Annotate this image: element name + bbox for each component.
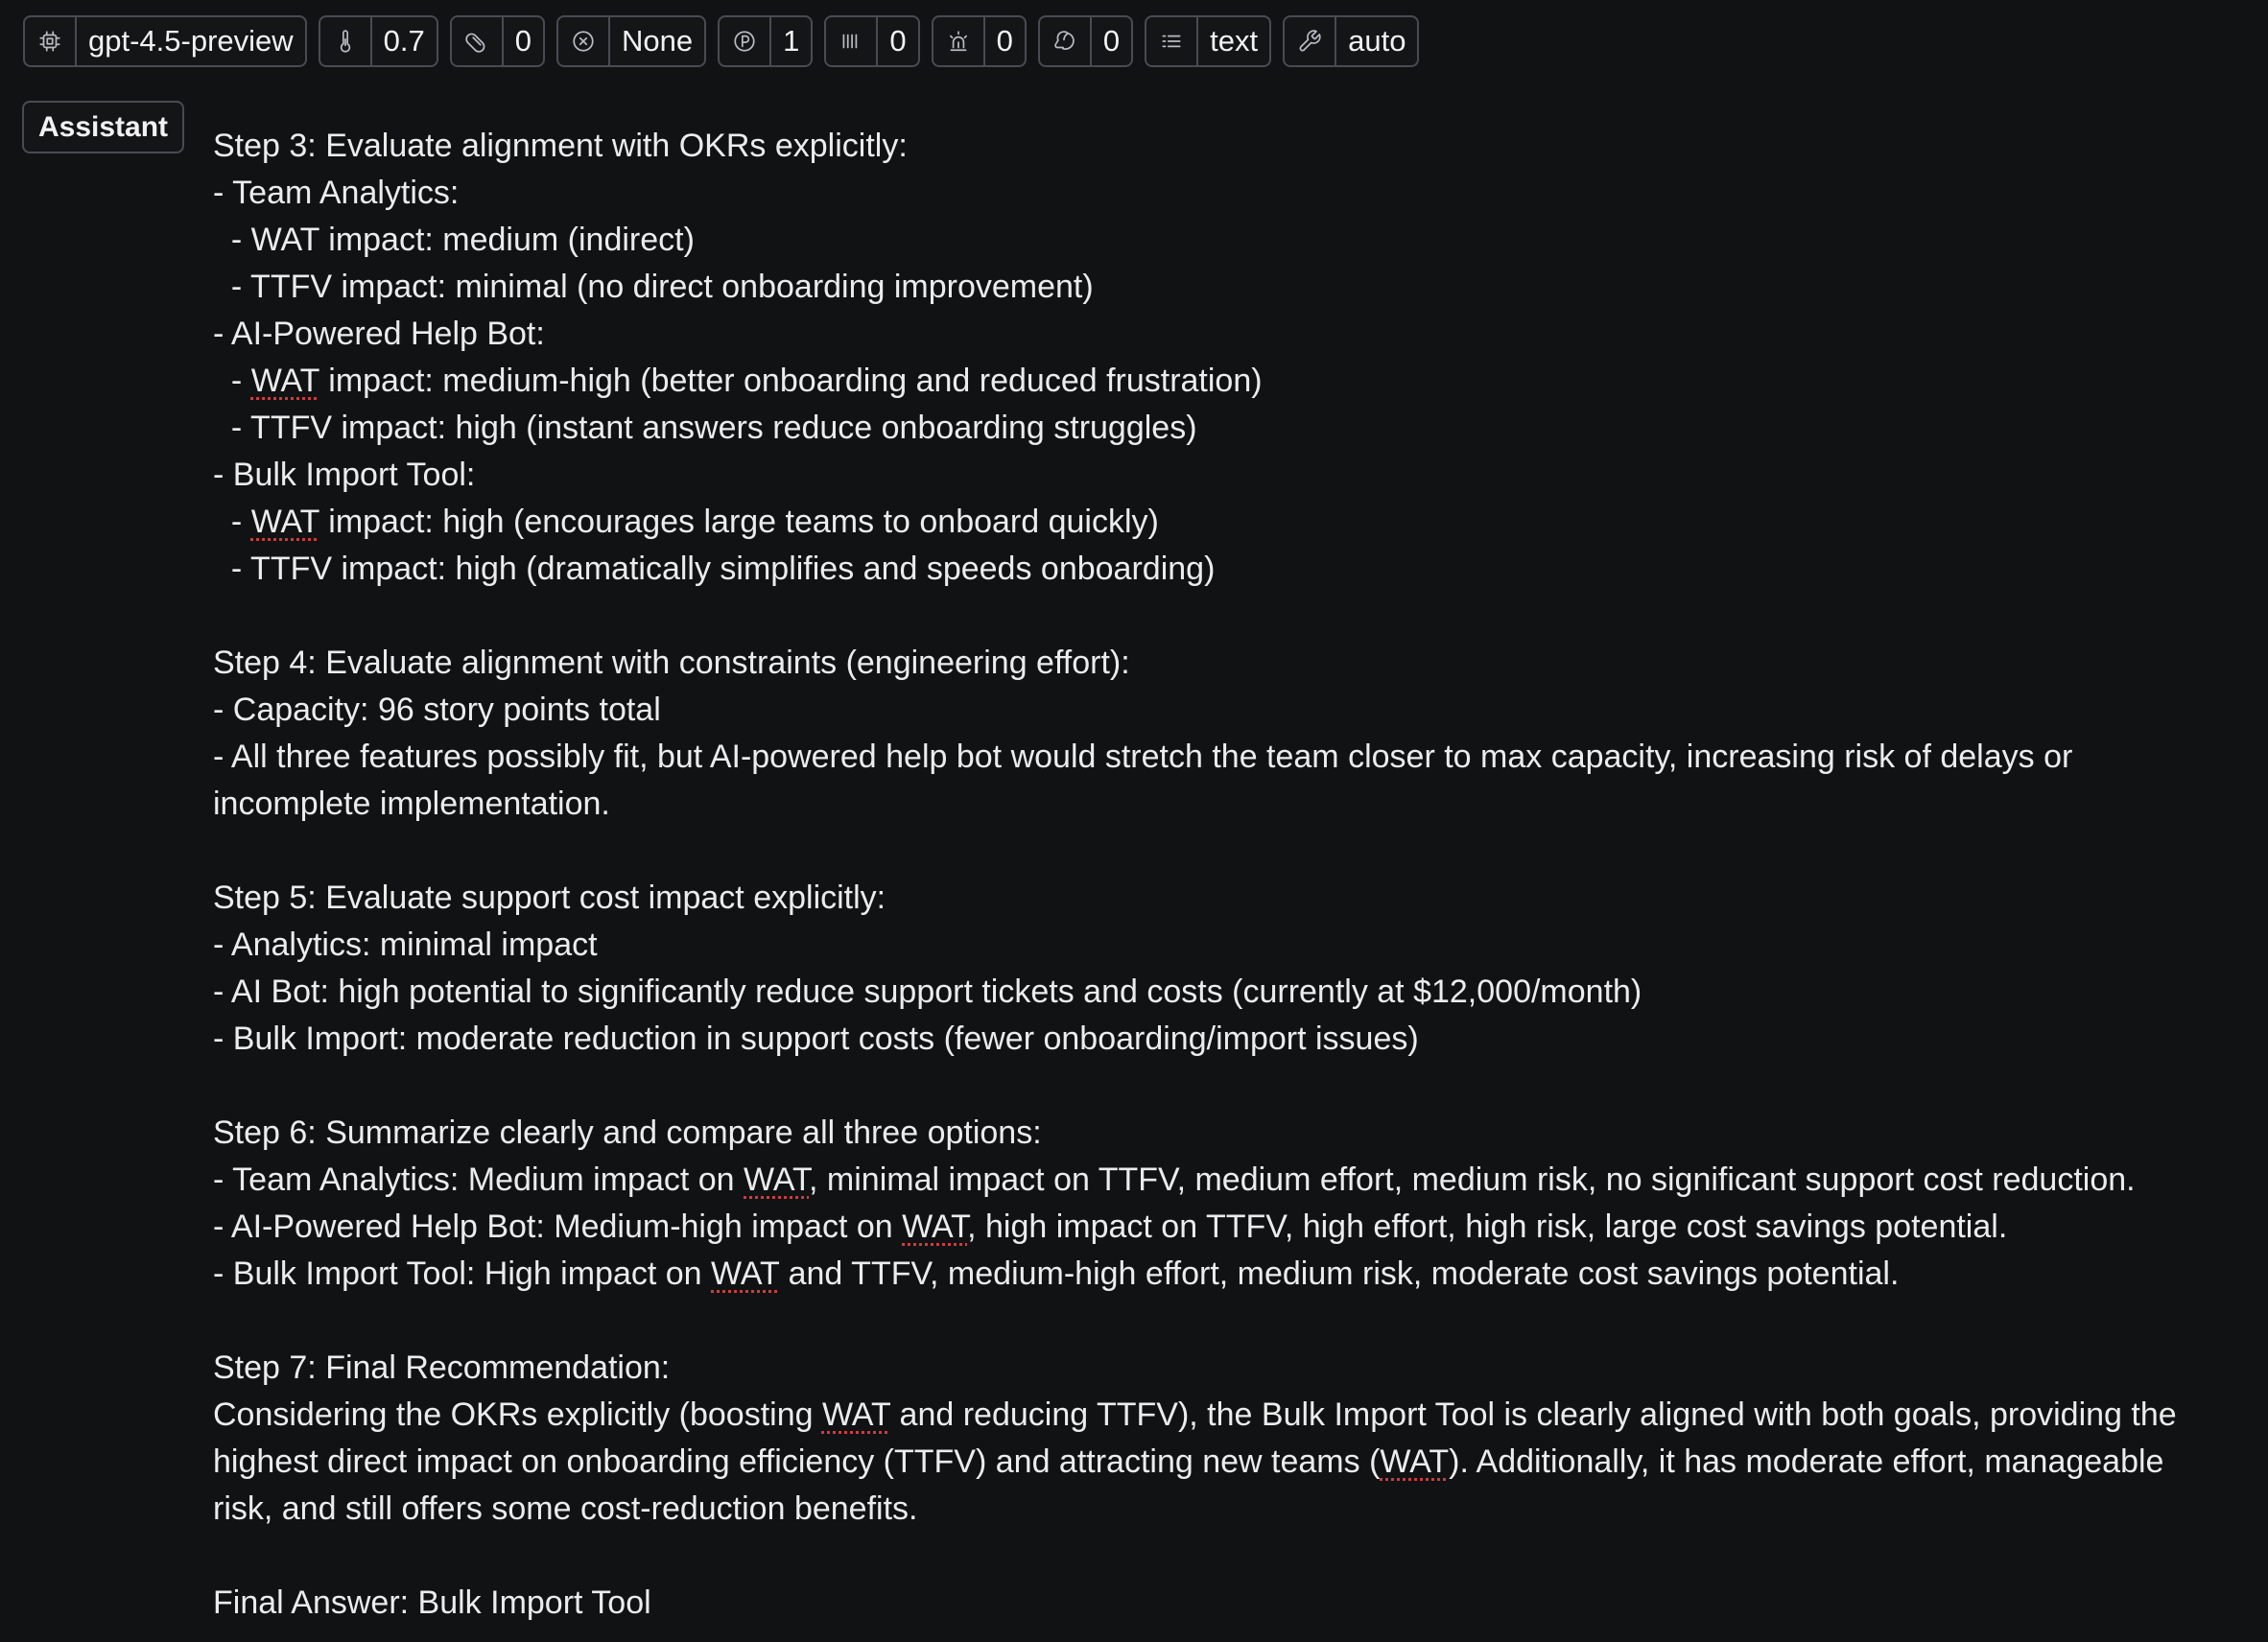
misspelled-word[interactable]: WAT [1380, 1443, 1450, 1480]
text-segment: impact: high (encourages large teams to onboard quickly) [319, 504, 1159, 540]
frequency-penalty-value: 0 [889, 24, 907, 58]
response-format-value: text [1210, 24, 1259, 58]
message-line: - TTFV impact: high (instant answers reduce onboarding struggles) [213, 410, 1197, 446]
role-badge[interactable]: Assistant [22, 101, 184, 153]
stop-setting[interactable] [556, 15, 706, 67]
temperature-value: 0.7 [383, 24, 425, 58]
message-line: Step 6: Summarize clearly and compare all three options: [213, 1114, 1042, 1151]
bars-icon [826, 17, 878, 65]
paragraph-gap [213, 1298, 2237, 1345]
message-line [213, 499, 2237, 546]
message-line: - Team Analytics: [213, 175, 460, 211]
message-line [213, 1204, 2237, 1251]
paragraph-gap [213, 593, 2237, 640]
text-segment: and TTFV, medium-high effort, medium risk, moderate cost savings potential. [779, 1255, 1900, 1292]
message-line: - AI-Powered Help Bot: [213, 316, 545, 352]
misspelled-word[interactable]: WAT [744, 1161, 810, 1198]
list-icon [1146, 17, 1198, 65]
paragraph-gap [213, 1063, 2237, 1110]
assistant-message [213, 123, 2237, 1627]
message-line: Step 4: Evaluate alignment with constraints (engineering effort): [213, 645, 1130, 681]
text-segment: - [213, 363, 251, 399]
message-line: - All three features possibly fit, but AI-powered help bot would stretch the team closer to max capacity, increasing risk of delays or [213, 739, 2073, 775]
bean-icon [1040, 17, 1092, 65]
seed-value: 0 [1102, 24, 1121, 58]
tool-choice-value: auto [1348, 24, 1406, 58]
text-segment: , minimal impact on TTFV, medium effort, medium risk, no significant support cost reduction. [809, 1161, 2136, 1198]
thermometer-icon [320, 17, 372, 65]
message-line: - TTFV impact: minimal (no direct onboarding improvement) [213, 269, 1094, 305]
message-line: Step 5: Evaluate support cost impact explicitly: [213, 880, 886, 916]
pill-icon [452, 17, 504, 65]
misspelled-word[interactable]: WAT [250, 504, 319, 540]
response-format-setting[interactable] [1145, 15, 1271, 67]
model-name: gpt-4.5-preview [88, 24, 294, 58]
misspelled-word[interactable]: WAT [250, 363, 319, 399]
seed-setting[interactable] [1038, 15, 1133, 67]
circle-p-icon [720, 17, 771, 65]
siren-icon [933, 17, 985, 65]
text-segment: impact: medium-high (better onboarding and reduced frustration) [319, 363, 1263, 399]
stop-value: None [622, 24, 694, 58]
frequency-penalty-setting[interactable] [824, 15, 919, 67]
message-line: Step 3: Evaluate alignment with OKRs explicitly: [213, 128, 908, 164]
text-segment: , high impact on TTFV, high effort, high risk, large cost savings potential. [967, 1208, 2008, 1245]
model-settings-toolbar [23, 15, 1419, 67]
text-segment: - Team Analytics: Medium impact on [213, 1161, 744, 1198]
misspelled-word[interactable]: WAT [711, 1255, 780, 1292]
message-line [213, 1157, 2237, 1204]
text-segment: - [213, 504, 251, 540]
chip-icon [25, 17, 77, 65]
presence-penalty-value: 0 [996, 24, 1013, 58]
message-line: incomplete implementation. [213, 786, 610, 822]
max-tokens-value: 0 [514, 24, 532, 58]
final-answer: Final Answer: Bulk Import Tool [213, 1584, 651, 1621]
misspelled-word[interactable]: WAT [902, 1208, 968, 1245]
message-line: - WAT impact: medium (indirect) [213, 222, 695, 258]
message-line: - TTFV impact: high (dramatically simplifies and speeds onboarding) [213, 551, 1216, 587]
paragraph-gap [213, 828, 2237, 875]
text-segment: and reducing TTFV), the Bulk Import Tool is clearly aligned with both goals, providing the [890, 1396, 2177, 1433]
tool-choice-setting[interactable] [1283, 15, 1419, 67]
message-line [213, 1439, 2237, 1486]
text-segment: Considering the OKRs explicitly (boosting [213, 1396, 822, 1433]
misspelled-word[interactable]: WAT [821, 1396, 891, 1433]
model-selector[interactable] [23, 15, 307, 67]
message-line: risk, and still offers some cost-reduction benefits. [213, 1490, 918, 1527]
circle-x-icon [558, 17, 610, 65]
text-segment: ). Additionally, it has moderate effort, manageable [1449, 1443, 2164, 1480]
presence-penalty-setting[interactable] [932, 15, 1027, 67]
message-line: - Capacity: 96 story points total [213, 692, 661, 728]
top-p-setting[interactable] [718, 15, 813, 67]
top-p-value: 1 [783, 24, 800, 58]
message-line: - Bulk Import: moderate reduction in support costs (fewer onboarding/import issues) [213, 1020, 1419, 1057]
message-line [213, 1251, 2237, 1298]
message-line: - AI Bot: high potential to significantly reduce support tickets and costs (currently at $12,000/month) [213, 973, 1642, 1010]
message-line: - Analytics: minimal impact [213, 927, 598, 963]
text-segment: highest direct impact on onboarding efficiency (TTFV) and attracting new teams ( [213, 1443, 1381, 1480]
wrench-icon [1285, 17, 1336, 65]
max-tokens-setting[interactable] [450, 15, 545, 67]
paragraph-gap [213, 1533, 2237, 1580]
message-line [213, 358, 2237, 405]
message-line [213, 1392, 2237, 1439]
message-line: Step 7: Final Recommendation: [213, 1349, 671, 1386]
text-segment: - Bulk Import Tool: High impact on [213, 1255, 712, 1292]
message-line: - Bulk Import Tool: [213, 457, 476, 493]
text-segment: - AI-Powered Help Bot: Medium-high impact on [213, 1208, 903, 1245]
temperature-setting[interactable] [319, 15, 438, 67]
